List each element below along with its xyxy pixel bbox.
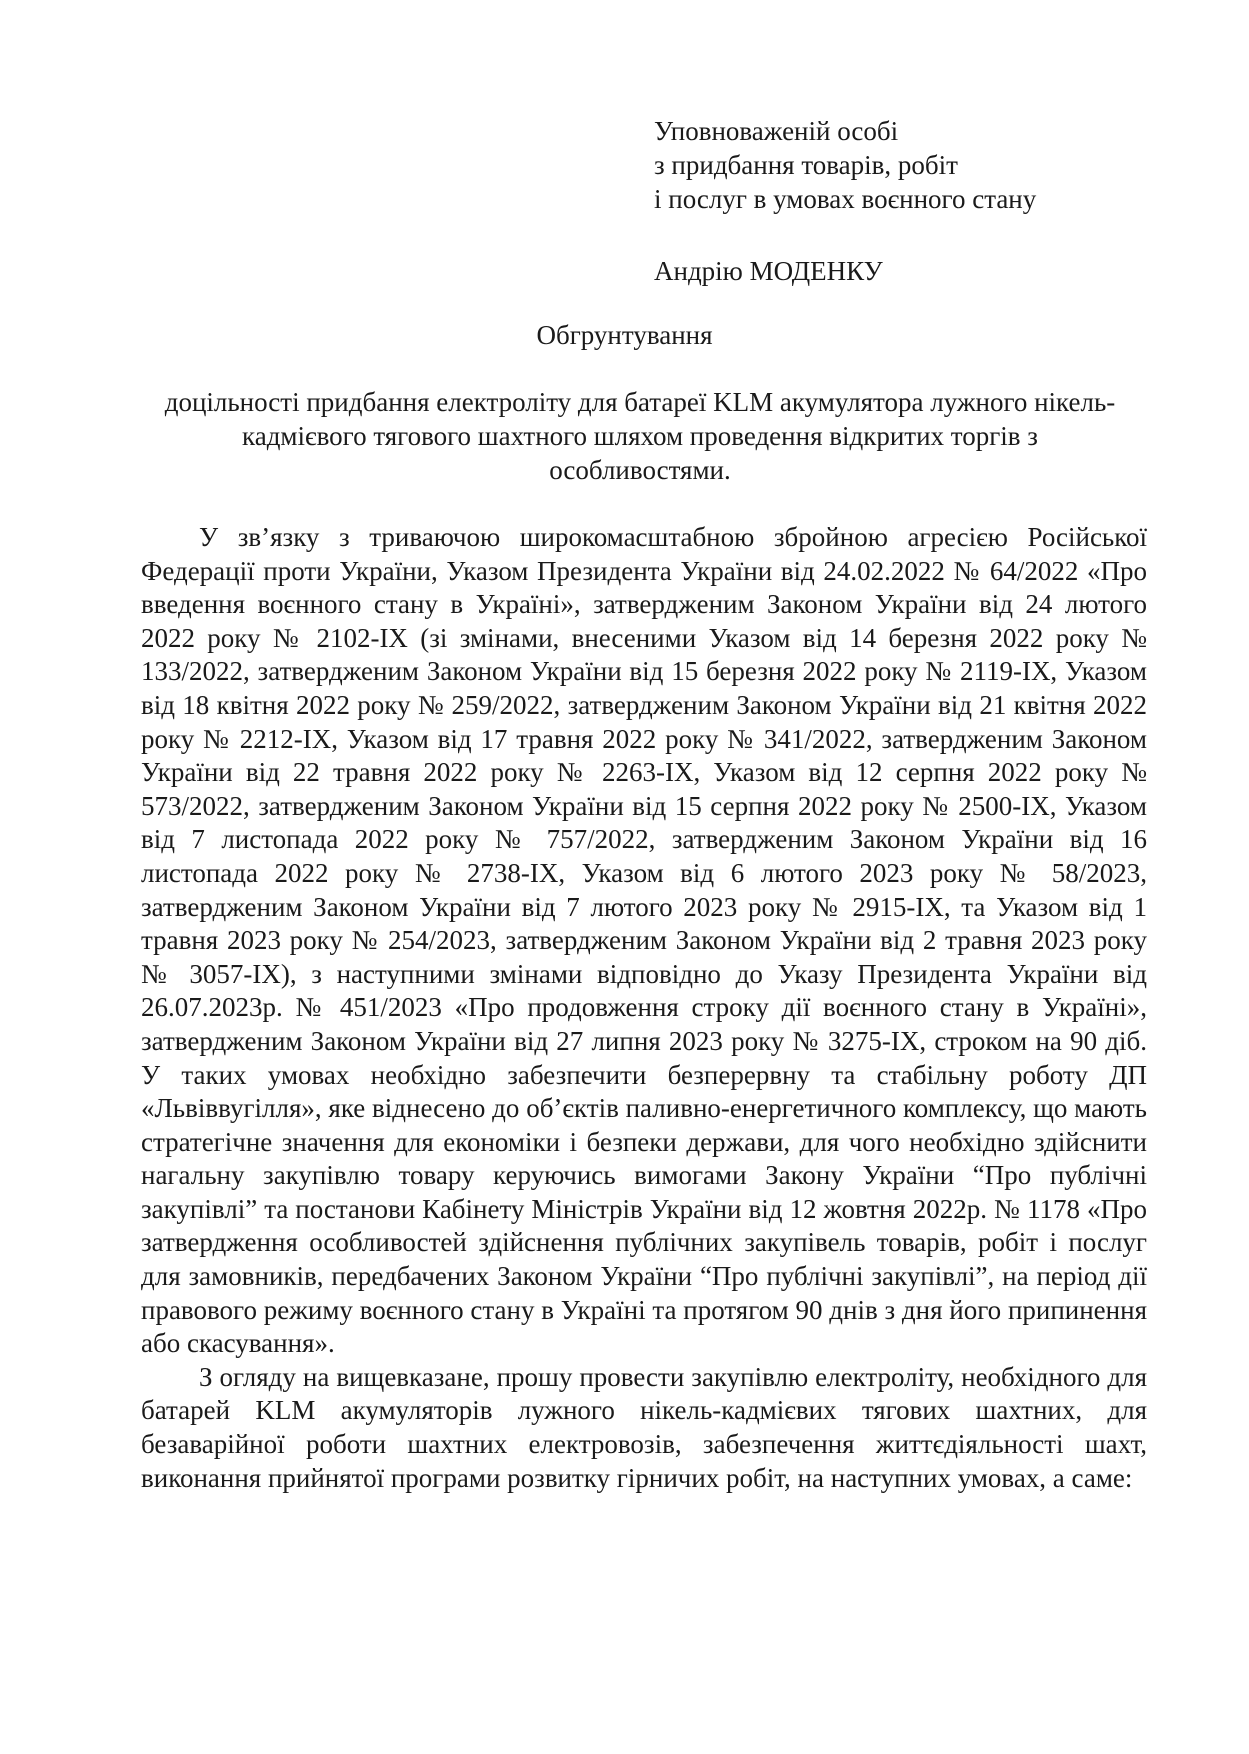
recipient-name: Андрію МОДЕНКУ bbox=[654, 256, 883, 286]
recipient-line-3: і послуг в умовах воєнного стану bbox=[654, 184, 1037, 214]
recipient-line-2: з придбання товарів, робіт bbox=[654, 150, 958, 180]
recipient-block bbox=[654, 114, 1036, 288]
body-paragraph-2: З огляду на вищевказане, прошу провести закупівлю електроліту, необхідного для батарей KLM акумуляторів лужного нікель-кадмієвих тягових шахтних, для безаварійної роботи шахтних електровозів, забезпечення життєдіяльності шахт, виконання прийнятої програми розвитку гірничих робіт, на наступних умовах, а саме: bbox=[141, 1361, 1147, 1493]
document-subject: доцільності придбання електроліту для батареї KLM акумулятора лужного нікель-кадмієвого тягового шахтного шляхом проведення відкритих торгів з особливостями. bbox=[164, 387, 1116, 485]
document-body bbox=[141, 521, 1147, 1495]
body-paragraph-1: У зв’язку з триваючою широкомасштабною збройною агресією Російської Федерації проти України, Указом Президента України від 24.02.2022 № 64/2022 «Про введення воєнного стану в Україні», затвердженим Законом України від 24 лютого 2022 року № 2102-IX (зі змінами, внесеними Указом від 14 березня 2022 року № 133/2022, затвердженим Законом України від 15 березня 2022 року № 2119-IX, Указом від 18 квітня 2022 року № 259/2022, затвердженим Законом України від 21 квітня 2022 року № 2212-IX, Указом від 17 травня 2022 року № 341/2022, затвердженим Законом України від 22 травня 2022 року № 2263-IX, Указом від 12 серпня 2022 року № 573/2022, затвердженим Законом України від 15 серпня 2022 року № 2500-IX, Указом від 7 листопада 2022 року № 757/2022, затвердженим Законом України від 16 листопада 2022 року № 2738-IX, Указом від 6 лютого 2023 року № 58/2023, затвердженим Законом України від 7 лютого 2023 року № 2915-IX, та Указом від 1 травня 2023 року № 254/2023, затвердженим Законом України від 2 травня 2023 року № 3057-IX), з наступними змінами відповідно до Указу Президента України від 26.07.2023р. № 451/2023 «Про продовження строку дії воєнного стану в Україні», затвердженим Законом України від 27 липня 2023 року № 3275-IX, строком на 90 діб. У таких умовах необхідно забезпечити безперервну та стабільну роботу ДП «Львіввугілля», яке віднесено до об’єктів паливно-енергетичного комплексу, що мають стратегічне значення для економіки і безпеки держави, для чого необхідно здійснити нагальну закупівлю товару керуючись вимогами Закону України “Про публічні закупівлі” та постанови Кабінету Міністрів України від 12 жовтня 2022р. № 1178 «Про затвердження особливостей здійснення публічних закупівель товарів, робіт і послуг для замовників, передбачених Законом України “Про публічні закупівлі”, на період дії правового режиму воєнного стану в Україні та протягом 90 днів з дня його припинення або скасування». bbox=[141, 522, 1147, 1359]
document-title: Обгрунтування bbox=[536, 320, 713, 350]
recipient-line-1: Уповноваженій особі bbox=[654, 116, 899, 146]
